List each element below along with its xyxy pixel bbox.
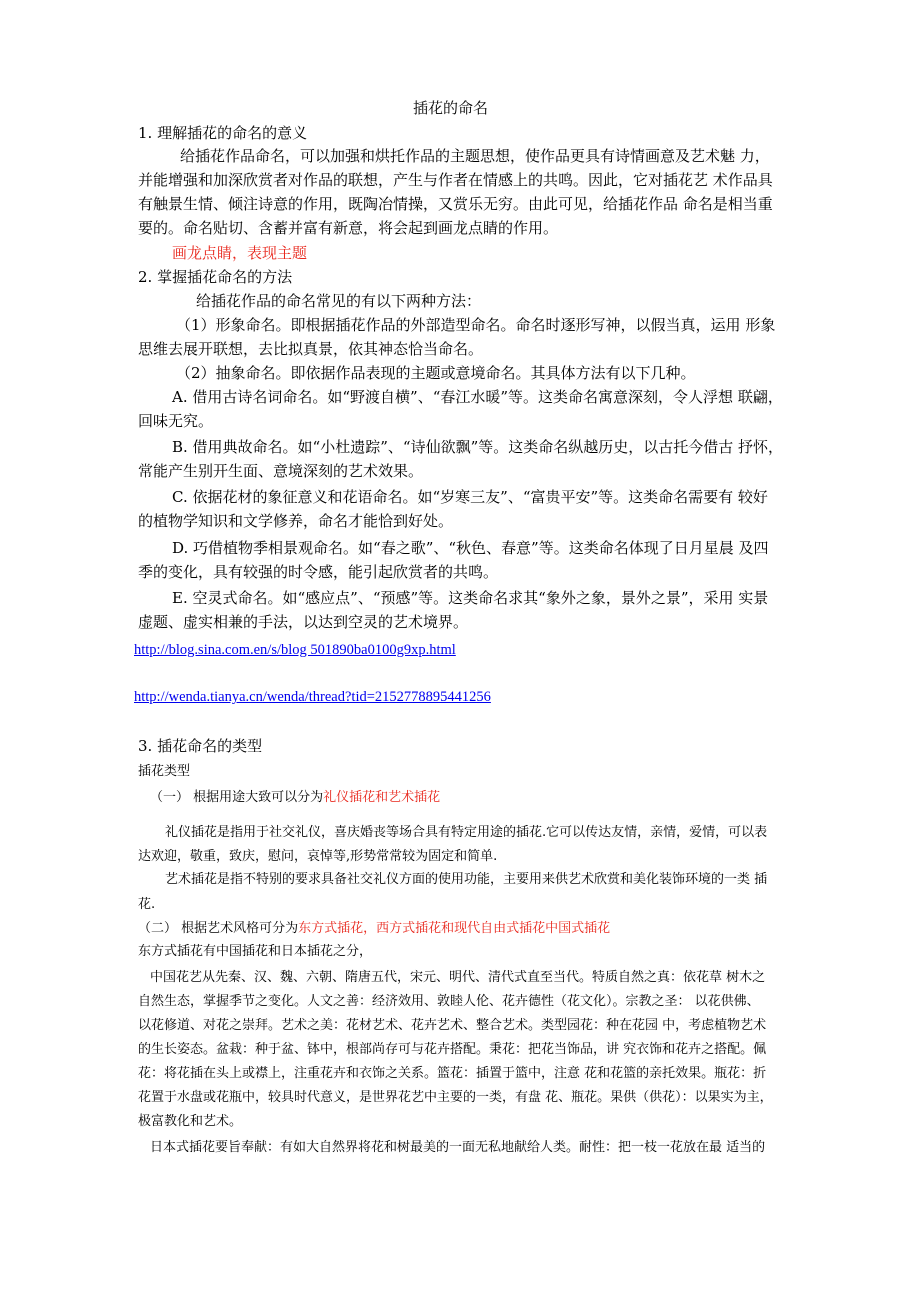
yishu-line: 花. (138, 897, 156, 912)
category-2-prefix: （二） 根据艺术风格可分为 (138, 921, 299, 936)
zhongguo-line: 中国花艺从先秦、汉、魏、六朝、隋唐五代，宋元、明代、清代式直至当代。特质自然之真：依花草 树木之 (150, 970, 766, 985)
section-2-intro: 给插花作品的命名常见的有以下两种方法： (196, 292, 482, 310)
reference-link-1[interactable]: http://blog.sina.com.en/s/blog 501890ba0100g9xp.html (134, 642, 456, 658)
method-d-line: 季的变化，具有较强的时令感，能引起欣赏者的共鸣。 (138, 563, 499, 581)
dongfang-line: 东方式插花有中国插花和日本插花之分， (138, 944, 373, 959)
method-1-line: （1）形象命名。即根据插花作品的外部造型命名。命名时逐形写神，以假当真，运用 形象 (176, 316, 776, 334)
zhongguo-line: 花：将花插在头上或襟上，注重花卉和衣饰之关系。篮花：插置于篮中，注意 花和花篮的亲托效果。瓶花：折 (138, 1066, 767, 1081)
method-d-line: D. 巧借植物季相景观命名。如“春之歌”、“秋色、春意”等。这类命名体现了日月星晨 及四 (172, 539, 769, 557)
document-title: 插花的命名 (413, 99, 489, 117)
section-1-heading: 1. 理解插花的命名的意义 (138, 124, 308, 142)
category-1-prefix: （一） 根据用途大致可以分为 (150, 790, 324, 805)
section-1-para-line: 要的。命名贴切、含蓄并富有新意，将会起到画龙点睛的作用。 (138, 219, 559, 237)
method-2-line: （2）抽象命名。即依据作品表现的主题或意境命名。其具体方法有以下几种。 (176, 364, 696, 382)
yishu-line: 艺术插花是指不特别的要求具备社交礼仪方面的使用功能，主要用来供艺术欣赏和美化装饰环境的一类 插 (165, 872, 768, 887)
method-b-line: B. 借用典故命名。如“小杜遗踪”、“诗仙欲飘”等。这类命名纵越历史，以古托今借古 抒怀， (172, 438, 784, 456)
reference-link-2[interactable]: http://wenda.tianya.cn/wenda/thread?tid=2152778895441256 (134, 689, 491, 705)
zhongguo-line: 极富教化和艺术。 (138, 1114, 243, 1129)
method-e-line: E. 空灵式命名。如“感应点”、“预感”等。这类命名求其“象外之象，景外之景”，采用 实景 (172, 589, 769, 607)
zhongguo-line: 的生长姿态。盆栽：种于盆、钵中，根部尚存可与花卉搭配。秉花：把花当饰品，讲 究衣饰和花卉之搭配。佩 (138, 1042, 767, 1057)
method-1-line: 思维去展开联想，去比拟真景，依其神态恰当命名。 (138, 340, 484, 358)
section-1-highlight: 画龙点睛，表现主题 (172, 244, 308, 262)
category-2-line (138, 917, 610, 936)
method-e-line: 虚题、虚实相兼的手法，以达到空灵的艺术境界。 (138, 613, 469, 631)
section-1-para-line: 有触景生情、倾注诗意的作用，既陶冶情操，又赏乐无穷。由此可见，给插花作品 命名是相当重 (138, 195, 773, 213)
method-a-line: A. 借用古诗名词命名。如“野渡自横”、“春江水暖”等。这类命名寓意深刻，令人浮想 联翩， (172, 388, 783, 406)
method-b-line: 常能产生别开生面、意境深刻的艺术效果。 (138, 462, 424, 480)
section-2-heading: 2. 掌握插花命名的方法 (138, 268, 293, 286)
liyi-line: 达欢迎，敬重，致庆，慰问，哀悼等,形势常常较为固定和简单. (138, 849, 498, 864)
liyi-line: 礼仪插花是指用于社交礼仪，喜庆婚丧等场合具有特定用途的插花.它可以传达友情，亲情，爱情，可以表 (165, 825, 768, 840)
category-1-line (150, 786, 440, 805)
zhongguo-line: 花置于水盘或花瓶中，较具时代意义，是世界花艺中主要的一类，有盘 花、瓶花。果供（供花）：以果实为主， (138, 1090, 773, 1105)
method-a-line: 回味无究。 (138, 412, 214, 430)
riben-line: 日本式插花要旨奉献：有如大自然界将花和树最美的一面无私地献给人类。耐性：把一枝一花放在最 适当的 (150, 1140, 766, 1155)
section-3-subheading: 插花类型 (138, 764, 191, 779)
zhongguo-line: 以花修道、对花之崇拜。艺术之美：花材艺术、花卉艺术、整合艺术。类型园花：种在花园 中，考虑植物艺术 (138, 1018, 767, 1033)
section-1-para-line: 并能增强和加深欣赏者对作品的联想，产生与作者在情感上的共鸣。因此，它对插花艺 术作品具 (138, 171, 773, 189)
section-3-heading: 3. 插花命名的类型 (138, 737, 263, 755)
section-1-para-line: 给插花作品命名，可以加强和烘托作品的主题思想，使作品更具有诗情画意及艺术魅 力， (180, 147, 770, 165)
category-2-highlight: 东方式插花，西方式插花和现代自由式插花中国式插花 (298, 921, 611, 936)
method-c-line: C. 依据花材的象征意义和花语命名。如“岁寒三友”、“富贵平安”等。这类命名需要有 较好 (172, 488, 768, 506)
zhongguo-line: 自然生态，掌握季节之变化。人文之善：经济效用、敦睦人伦、花卉德性（花文化）。宗教之圣： 以花供佛、 (138, 994, 760, 1009)
method-c-line: 的植物学知识和文学修养，命名才能恰到好处。 (138, 512, 454, 530)
category-1-highlight: 礼仪插花和艺术插花 (323, 790, 441, 805)
